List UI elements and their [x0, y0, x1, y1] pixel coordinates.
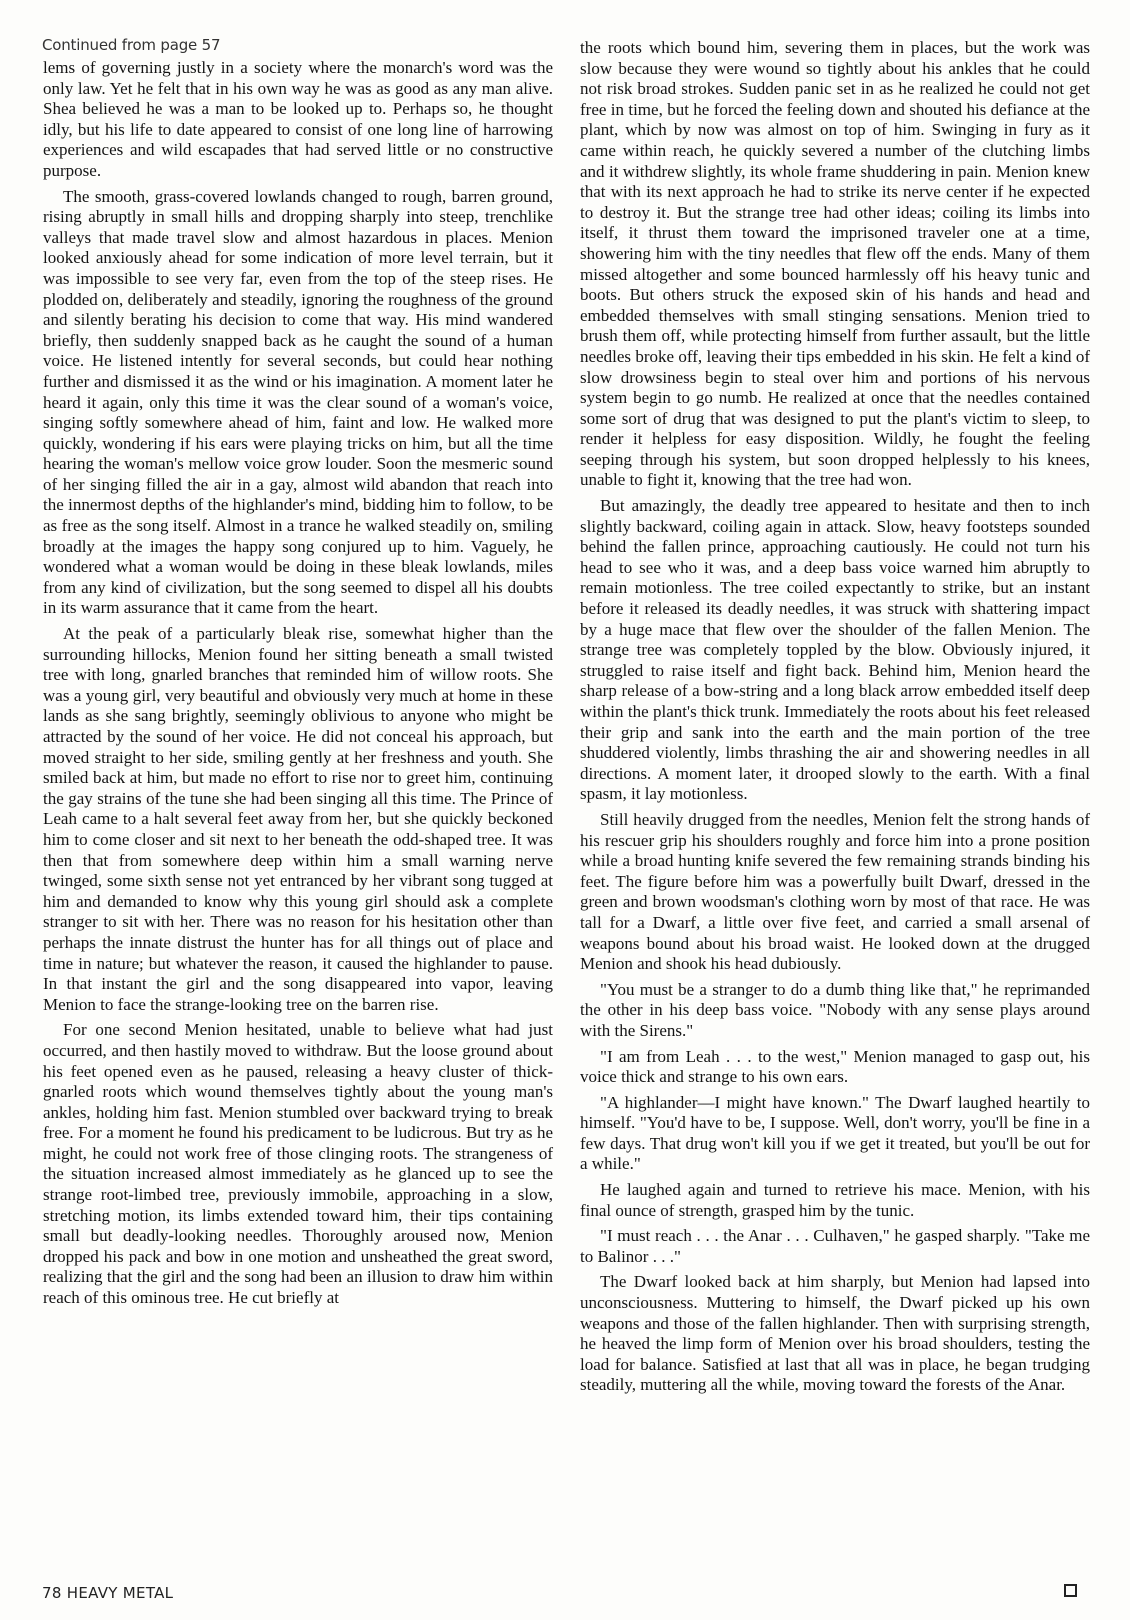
paragraph: The Dwarf looked back at him sharply, but Menion had lapsed into unconsciousness. Muttering to himself, the Dwarf picked up his own weapons and those of the fallen highlander. Then with surprising strength, he heaved the limp form of Menion over his broad shoulders, testing the load for balance. Satisfied at last that all was in place, he began trudging steadily, muttering all the while, moving toward the forests of the Anar.	[580, 1272, 1090, 1395]
end-of-story-mark-icon	[1064, 1584, 1077, 1597]
paragraph: At the peak of a particularly bleak rise, somewhat higher than the surrounding hillocks, Menion found her sitting beneath a small twisted tree with long, gnarled branches that reminded him of willow roots. She was a young girl, very beautiful and obviously very much at home in these lands as she sang brightly, seemingly oblivious to anyone who might be attracted by the sound of her voice. He did not conceal his approach, but moved straight to her side, smiling gently at her freshness and youth. She smiled back at him, but made no effort to rise nor to greet him, continuing the gay strains of the tune she had been singing all this time. The Prince of Leah came to a halt several feet away from her, but she quickly beckoned him to come closer and sit next to her beneath the odd-shaped tree. It was then that from somewhere deep within him a small warning nerve twinged, some sixth sense not yet entranced by her vibrant song tugged at him and demanded to know why this young girl should ask a complete stranger to sit with her. There was no reason for his hesitation other than perhaps the innate distrust the hunter has for all things out of place and time in nature; but whatever the reason, it caused the highlander to pause. In that instant the girl and the song disappeared into vapor, leaving Menion to face the strange-looking tree on the barren rise.	[43, 624, 553, 1014]
continued-line: Continued from page 57	[42, 36, 221, 54]
paragraph: "I am from Leah . . . to the west," Menion managed to gasp out, his voice thick and strange to his own ears.	[580, 1046, 1090, 1087]
paragraph: For one second Menion hesitated, unable to believe what had just occurred, and then hastily moved to withdraw. But the loose ground about his feet opened even as he paused, releasing a heavy cluster of thick-gnarled roots which wound themselves tightly about the young man's ankles, holding him fast. Menion stumbled over backward trying to break free. For a moment he found his predicament to be ludicrous. But try as he might, he could not work free of those clinging roots. The strangeness of the situation increased almost immediately as he glanced up to see the strange root-limbed tree, previously immobile, approaching in a slow, stretching motion, its limbs extended toward him, their tips containing small but deadly-looking needles. Thoroughly aroused now, Menion dropped his pack and bow in one motion and unsheathed the great sword, realizing that the girl and the song had been an illusion to draw him within reach of this ominous tree. He cut briefly at	[43, 1020, 553, 1308]
right-column	[580, 38, 1090, 1401]
paragraph: "I must reach . . . the Anar . . . Culhaven," he gasped sharply. "Take me to Balinor . . ."	[580, 1226, 1090, 1266]
paragraph: He laughed again and turned to retrieve his mace. Menion, with his final ounce of strength, grasped him by the tunic.	[580, 1180, 1090, 1220]
paragraph: "A highlander—I might have known." The Dwarf laughed heartily to himself. "You'd have to be, I suppose. Well, don't worry, you'll be fine in a few days. That drug won't kill you if we get it treated, but you'll be out for a while."	[580, 1092, 1090, 1174]
paragraph: "You must be a stranger to do a dumb thing like that," he reprimanded the other in his deep bass voice. "Nobody with any sense plays around with the Sirens."	[580, 979, 1090, 1040]
paragraph: But amazingly, the deadly tree appeared to hesitate and then to inch slightly backward, coiling again in attack. Slow, heavy footsteps sounded behind the fallen prince, approaching cautiously. He could not turn his head to see who it was, and a deep bass voice warned him abruptly to remain motionless. The tree coiled expectantly to strike, but an instant before it released its deadly needles, it was struck with shattering impact by a huge mace that flew over the shoulder of the fallen Menion. The strange tree was completely toppled by the blow. Obviously injured, it struggled to raise itself and fight back. Behind him, Menion heard the sharp release of a bow-string and a long black arrow embedded itself deep within the plant's thick trunk. Immediately the roots about his feet released their grip and sank into the earth and the main portion of the tree shuddered violently, limbs thrashing the air and showering needles in all directions. A moment later, it drooped slowly to the earth. With a final spasm, it lay motionless.	[580, 496, 1090, 804]
paragraph: Still heavily drugged from the needles, Menion felt the strong hands of his rescuer grip his shoulders roughly and force him into a prone position while a broad hunting knife severed the few remaining strands binding his feet. The figure before him was a powerfully built Dwarf, dressed in the green and brown woodsman's clothing worn by most of that race. He was tall for a Dwarf, a little over five feet, and carried a small arsenal of weapons bound about his broad waist. He looked down at the drugged Menion and shook his head dubiously.	[580, 809, 1090, 974]
page-folio: 78 HEAVY METAL	[42, 1584, 174, 1602]
left-column	[43, 58, 553, 1314]
paragraph: the roots which bound him, severing them in places, but the work was slow because they were wound so tightly about his ankles that he could not risk broad strokes. Sudden panic set in as he realized he could not get free in time, but he forced the feeling down and shouted his defiance at the plant, which by now was almost on top of him. Swinging in fury as it came within reach, he quickly severed a number of the clutching limbs and it withdrew slightly, its whole frame shuddering in pain. Menion knew that with its next approach he had to strike its nerve center if he expected to destroy it. But the strange tree had other ideas; coiling its limbs into itself, it thrust them toward the imprisoned traveler one at a time, showering him with the tiny needles that flew off the ends. Many of them missed altogether and some bounced harmlessly off his heavy tunic and boots. But others struck the exposed skin of his hands and head and embedded themselves with small stinging sensations. Menion tried to brush them off, while protecting himself from further assault, but the little needles broke off, leaving their tips embedded in his skin. He felt a kind of slow drowsiness begin to steal over him and portions of his nervous system begin to go numb. He realized at once that the needles contained some sort of drug that was designed to put the plant's victim to sleep, to render it helpless for easy disposition. Wildly, he fought the feeling seeping through his system, but soon dropped helplessly to his knees, unable to fight it, knowing that the tree had won.	[580, 38, 1090, 490]
paragraph: lems of governing justly in a society where the monarch's word was the only law. Yet he felt that in his own way he was as good as any man alive. Shea believed he was a man to be looked up to. Perhaps so, he thought idly, but his life to date appeared to consist of one long line of harrowing experiences and wild escapades that had served little or no constructive purpose.	[43, 58, 553, 180]
paragraph: The smooth, grass-covered lowlands changed to rough, barren ground, rising abruptly in small hills and dropping sharply into steep, trenchlike valleys that made travel slow and almost hazardous in places. Menion looked anxiously ahead for some indication of more level terrain, but it was impossible to see very far, even from the top of the steep rises. He plodded on, deliberately and steadily, ignoring the roughness of the ground and silently berating his decision to come that way. His mind wandered briefly, then suddenly snapped back as he caught the sound of a human voice. He listened intently for several seconds, but could hear nothing further and dismissed it as the wind or his imagination. A moment later he heard it again, only this time it was the clear sound of a woman's voice, singing softly somewhere ahead of him, faint and low. He walked more quickly, wondering if his ears were playing tricks on him, but all the time hearing the woman's mellow voice grow louder. Soon the mesmeric sound of her singing filled the air in a gay, almost wild abandon that reach into the innermost depths of the highlander's mind, bidding him to follow, to be as free as the song itself. Almost in a trance he walked steadily on, smiling broadly at the images the happy song conjured up to him. Vaguely, he wondered what a woman would be doing in these bleak lowlands, miles from any kind of civilization, but the song seemed to dispel all his doubts in its warm assurance that it came from the heart.	[43, 186, 553, 618]
